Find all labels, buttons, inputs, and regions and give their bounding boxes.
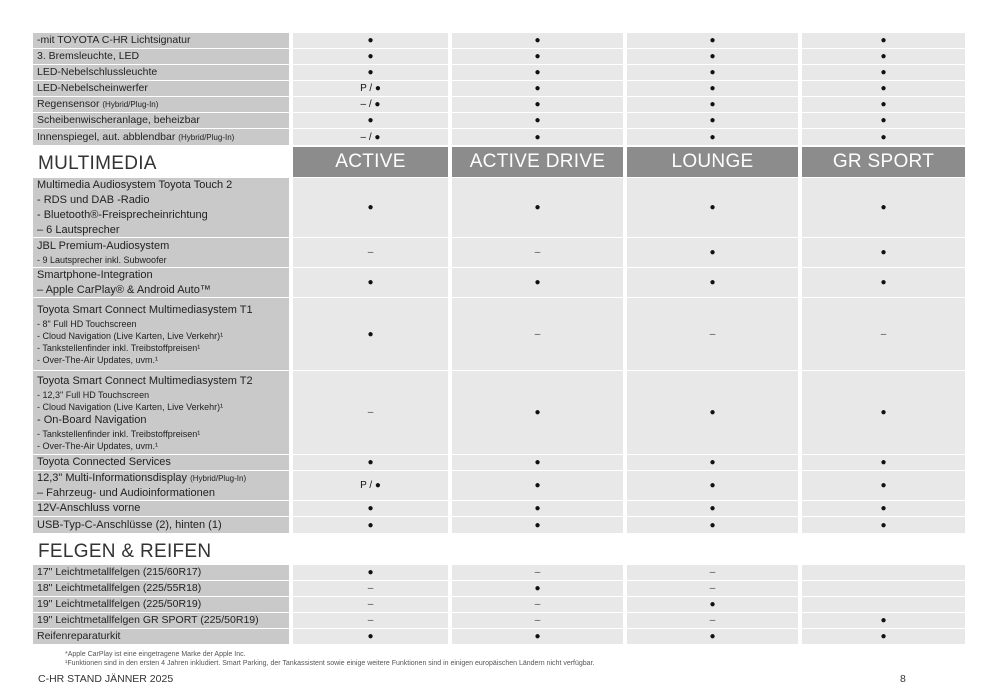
feature-label-cell xyxy=(33,113,289,129)
value-cell xyxy=(293,298,448,371)
feature-label-cell xyxy=(33,65,289,81)
included-dot-icon: ● xyxy=(367,35,374,46)
value-cell xyxy=(452,629,623,645)
value-cell xyxy=(802,178,965,238)
included-dot-icon: ● xyxy=(709,480,716,491)
value-cell xyxy=(293,371,448,455)
value-cell xyxy=(802,629,965,645)
feature-label: JBL Premium-Audiosystem xyxy=(37,240,170,252)
feature-label-cell xyxy=(33,97,289,113)
feature-detail-line: - Cloud Navigation (Live Karten, Live Verkehr)¹ xyxy=(37,401,224,412)
included-dot-icon: ● xyxy=(534,480,541,491)
included-dot-icon: ● xyxy=(534,519,541,531)
not-available-mark: – xyxy=(534,599,541,610)
value-cell xyxy=(802,113,965,129)
value-cell xyxy=(627,97,798,113)
included-dot-icon: ● xyxy=(880,51,887,62)
feature-label-cell xyxy=(33,129,289,146)
column-header-lounge: LOUNGE xyxy=(627,147,798,177)
included-dot-icon: ● xyxy=(880,480,887,491)
feature-label-cell xyxy=(33,49,289,65)
value-cell xyxy=(627,501,798,517)
value-cell xyxy=(627,65,798,81)
value-cell xyxy=(452,178,623,238)
feature-detail-line: - 9 Lautsprecher inkl. Subwoofer xyxy=(37,255,167,265)
feature-detail-line: - Over-The-Air Updates, uvm.¹ xyxy=(37,354,159,365)
value-cell xyxy=(802,455,965,471)
feature-title-line xyxy=(37,455,285,470)
feature-label-cell xyxy=(33,268,289,298)
not-available-mark: – xyxy=(534,615,541,626)
value-cell xyxy=(627,517,798,534)
not-available-mark: – xyxy=(534,567,541,578)
value-cell xyxy=(802,97,965,113)
value-cell xyxy=(452,129,623,146)
value-cell xyxy=(293,97,448,113)
feature-title-line xyxy=(37,239,285,254)
feature-detail-line: - Over-The-Air Updates, uvm.¹ xyxy=(37,440,159,451)
value-cell xyxy=(452,517,623,534)
included-dot-icon: ● xyxy=(534,503,541,514)
included-dot-icon: ● xyxy=(534,583,541,594)
included-dot-icon: ● xyxy=(880,457,887,468)
value-cell xyxy=(802,517,965,534)
included-dot-icon: ● xyxy=(534,457,541,468)
feature-label: Toyota Smart Connect Multimediasystem T1 xyxy=(37,303,253,316)
feature-detail-line: - Tankstellenfinder inkl. Treibstoffpreisen¹ xyxy=(37,428,201,439)
value-cell xyxy=(293,238,448,268)
included-dot-icon: ● xyxy=(367,51,374,62)
feature-hint: (Hybrid/Plug-In) xyxy=(102,100,159,109)
value-cell xyxy=(452,97,623,113)
feature-detail-line: - RDS und DAB -Radio xyxy=(37,193,150,206)
included-dot-icon: ● xyxy=(534,83,541,94)
not-available-mark: – xyxy=(709,567,716,578)
value-cell xyxy=(452,81,623,97)
included-dot-icon: ● xyxy=(534,131,541,143)
value-cell xyxy=(802,501,965,517)
value-cell xyxy=(802,581,965,597)
value-cell xyxy=(452,597,623,613)
feature-label-cell xyxy=(33,33,289,49)
value-cell xyxy=(627,49,798,65)
feature-detail-line: – Fahrzeug- und Audioinformationen xyxy=(37,486,215,499)
feature-label: 19" Leichtmetallfelgen (225/50R19) xyxy=(37,598,202,610)
value-cell xyxy=(293,129,448,146)
value-cell xyxy=(293,113,448,129)
included-dot-icon: ● xyxy=(709,131,716,143)
feature-detail-line: - 8" Full HD Touchscreen xyxy=(37,318,137,329)
value-cell xyxy=(802,238,965,268)
footnote-functions: ¹Funktionen sind in den ersten 4 Jahren inkludiert. Smart Parking, der Tankassistent sowie einige weitere Funktionen sind in einigen europäischen Ländern nicht verfügbar. xyxy=(65,660,595,667)
feature-label-cell xyxy=(33,581,289,597)
value-cell xyxy=(627,629,798,645)
not-available-mark: – xyxy=(367,599,374,610)
value-cell xyxy=(627,81,798,97)
feature-detail-line: - Cloud Navigation (Live Karten, Live Verkehr)¹ xyxy=(37,330,224,341)
value-cell xyxy=(293,455,448,471)
included-dot-icon: ● xyxy=(534,202,541,213)
included-dot-icon: ● xyxy=(880,615,887,626)
not-available-mark: – xyxy=(367,583,374,594)
included-dot-icon: ● xyxy=(880,247,887,258)
not-available-mark: – xyxy=(534,247,541,258)
value-cell xyxy=(802,65,965,81)
included-dot-icon: ● xyxy=(880,115,887,126)
feature-label-cell xyxy=(33,238,289,268)
value-cell xyxy=(452,49,623,65)
value-cell xyxy=(293,597,448,613)
feature-detail-line: - 12,3" Full HD Touchscreen xyxy=(37,389,150,400)
value-cell xyxy=(452,613,623,629)
feature-label: LED-Nebelschlussleuchte xyxy=(37,66,158,78)
included-dot-icon: ● xyxy=(534,407,541,418)
included-dot-icon: ● xyxy=(709,519,716,531)
value-cell xyxy=(802,298,965,371)
feature-label-cell xyxy=(33,613,289,629)
feature-label: -mit TOYOTA C-HR Lichtsignatur xyxy=(37,34,191,46)
included-dot-icon: ● xyxy=(709,599,716,610)
feature-title-line xyxy=(37,501,285,516)
value-cell xyxy=(627,113,798,129)
value-cell xyxy=(293,565,448,581)
value-cell xyxy=(627,565,798,581)
included-dot-icon: ● xyxy=(709,631,716,642)
value-cell xyxy=(802,371,965,455)
included-dot-icon: ● xyxy=(880,131,887,143)
feature-label: Regensensor xyxy=(37,98,100,110)
value-cell xyxy=(627,613,798,629)
column-header-gr-sport: GR SPORT xyxy=(802,147,965,177)
value-cell xyxy=(293,613,448,629)
feature-title-line xyxy=(37,178,285,193)
feature-label: 18" Leichtmetallfelgen (225/55R18) xyxy=(37,582,202,594)
feature-hint: (Hybrid/Plug-In) xyxy=(178,132,235,142)
value-cell xyxy=(627,371,798,455)
not-available-mark: – xyxy=(709,328,716,340)
included-dot-icon: ● xyxy=(880,631,887,642)
value-cell xyxy=(802,33,965,49)
not-available-mark: – xyxy=(534,328,541,340)
footnote-carplay: *Apple CarPlay ist eine eingetragene Marke der Apple Inc. xyxy=(65,651,246,658)
value-cell xyxy=(627,597,798,613)
value-cell xyxy=(452,65,623,81)
feature-label: Reifenreparaturkit xyxy=(37,630,121,642)
feature-title-line xyxy=(37,268,285,283)
included-dot-icon: ● xyxy=(709,115,716,126)
included-dot-icon: ● xyxy=(880,67,887,78)
included-dot-icon: ● xyxy=(880,202,887,213)
value-cell xyxy=(293,65,448,81)
feature-label-cell xyxy=(33,629,289,645)
included-dot-icon: ● xyxy=(709,67,716,78)
feature-title-line xyxy=(37,303,285,318)
feature-label: 12V-Anschluss vorne xyxy=(37,502,141,514)
feature-detail-line: - On-Board Navigation xyxy=(37,413,147,426)
feature-label-cell xyxy=(33,471,289,501)
included-dot-icon: ● xyxy=(880,99,887,110)
value-cell xyxy=(452,501,623,517)
feature-label: 19" Leichtmetallfelgen GR SPORT (225/50R19) xyxy=(37,614,259,626)
value-cell xyxy=(802,81,965,97)
value-cell xyxy=(452,565,623,581)
feature-title-line xyxy=(37,471,285,486)
included-dot-icon: ● xyxy=(367,503,374,514)
value-cell xyxy=(293,629,448,645)
value-cell xyxy=(627,129,798,146)
included-dot-icon: ● xyxy=(709,457,716,468)
included-dot-icon: ● xyxy=(709,407,716,418)
value-cell xyxy=(627,268,798,298)
not-available-mark: – xyxy=(709,583,716,594)
feature-label: 12,3" Multi-Informationsdisplay xyxy=(37,471,188,484)
included-dot-icon: ● xyxy=(534,51,541,62)
value-cell xyxy=(802,129,965,146)
included-dot-icon: ● xyxy=(709,277,716,288)
included-dot-icon: ● xyxy=(880,503,887,514)
value-cell xyxy=(802,49,965,65)
included-dot-icon: ● xyxy=(880,83,887,94)
feature-label-cell xyxy=(33,565,289,581)
value-cell xyxy=(293,501,448,517)
section-title-felgen: FELGEN & REIFEN xyxy=(38,541,212,562)
option-mark: – / ● xyxy=(360,99,381,110)
feature-detail-line: - Tankstellenfinder inkl. Treibstoffpreisen¹ xyxy=(37,342,201,353)
included-dot-icon: ● xyxy=(534,35,541,46)
included-dot-icon: ● xyxy=(709,35,716,46)
included-dot-icon: ● xyxy=(534,67,541,78)
feature-label: Innenspiegel, aut. abblendbar xyxy=(37,130,176,143)
value-cell xyxy=(802,471,965,501)
option-mark: – / ● xyxy=(360,131,381,143)
feature-detail-line: – Apple CarPlay® & Android Auto™ xyxy=(37,283,211,296)
value-cell xyxy=(802,597,965,613)
value-cell xyxy=(452,113,623,129)
included-dot-icon: ● xyxy=(367,67,374,78)
feature-hint: (Hybrid/Plug-In) xyxy=(190,473,247,483)
value-cell xyxy=(293,33,448,49)
included-dot-icon: ● xyxy=(534,115,541,126)
not-available-mark: – xyxy=(367,615,374,626)
feature-detail-line: – 6 Lautsprecher xyxy=(37,223,120,236)
value-cell xyxy=(802,268,965,298)
included-dot-icon: ● xyxy=(709,83,716,94)
included-dot-icon: ● xyxy=(880,519,887,531)
feature-label-cell xyxy=(33,517,289,534)
included-dot-icon: ● xyxy=(709,99,716,110)
footer-model-date: C-HR STAND JÄNNER 2025 xyxy=(38,673,174,685)
value-cell xyxy=(452,298,623,371)
option-mark: P / ● xyxy=(360,480,381,491)
not-available-mark: – xyxy=(709,615,716,626)
value-cell xyxy=(627,581,798,597)
value-cell xyxy=(293,49,448,65)
column-header-active-drive: ACTIVE DRIVE xyxy=(452,147,623,177)
column-header-active: ACTIVE xyxy=(293,147,448,177)
feature-label-cell xyxy=(33,178,289,238)
feature-label: Toyota Smart Connect Multimediasystem T2 xyxy=(37,374,253,387)
feature-label: Smartphone-Integration xyxy=(37,268,153,281)
included-dot-icon: ● xyxy=(880,407,887,418)
feature-label: Multimedia Audiosystem Toyota Touch 2 xyxy=(37,178,233,191)
included-dot-icon: ● xyxy=(367,567,374,578)
option-mark: P / ● xyxy=(360,83,381,94)
not-available-mark: – xyxy=(880,328,887,340)
not-available-mark: – xyxy=(367,247,374,258)
feature-label-cell xyxy=(33,455,289,471)
value-cell xyxy=(293,268,448,298)
value-cell xyxy=(627,455,798,471)
feature-title-line xyxy=(37,518,285,533)
feature-label-cell xyxy=(33,597,289,613)
value-cell xyxy=(293,517,448,534)
feature-label: Scheibenwischeranlage, beheizbar xyxy=(37,114,200,126)
not-available-mark: – xyxy=(367,407,374,418)
feature-detail-line: - Bluetooth®-Freisprecheinrichtung xyxy=(37,208,208,221)
included-dot-icon: ● xyxy=(534,277,541,288)
value-cell xyxy=(627,178,798,238)
value-cell xyxy=(452,238,623,268)
page-number: 8 xyxy=(900,673,906,685)
feature-label: Toyota Connected Services xyxy=(37,456,171,468)
included-dot-icon: ● xyxy=(534,631,541,642)
value-cell xyxy=(293,581,448,597)
included-dot-icon: ● xyxy=(709,247,716,258)
included-dot-icon: ● xyxy=(367,115,374,126)
included-dot-icon: ● xyxy=(367,519,374,531)
included-dot-icon: ● xyxy=(880,35,887,46)
feature-label: 3. Bremsleuchte, LED xyxy=(37,50,140,62)
included-dot-icon: ● xyxy=(534,99,541,110)
included-dot-icon: ● xyxy=(880,277,887,288)
included-dot-icon: ● xyxy=(709,51,716,62)
value-cell xyxy=(802,565,965,581)
value-cell xyxy=(452,581,623,597)
included-dot-icon: ● xyxy=(709,202,716,213)
feature-label-cell xyxy=(33,371,289,455)
value-cell xyxy=(452,268,623,298)
feature-label-cell xyxy=(33,298,289,371)
value-cell xyxy=(452,33,623,49)
value-cell xyxy=(627,33,798,49)
included-dot-icon: ● xyxy=(367,631,374,642)
value-cell xyxy=(452,455,623,471)
value-cell xyxy=(293,178,448,238)
included-dot-icon: ● xyxy=(367,277,374,288)
value-cell xyxy=(802,613,965,629)
value-cell xyxy=(452,371,623,455)
included-dot-icon: ● xyxy=(709,503,716,514)
section-title-multimedia: MULTIMEDIA xyxy=(38,153,157,174)
feature-label: 17" Leichtmetallfelgen (215/60R17) xyxy=(37,566,202,578)
value-cell xyxy=(627,298,798,371)
included-dot-icon: ● xyxy=(367,202,374,213)
value-cell xyxy=(452,471,623,501)
included-dot-icon: ● xyxy=(367,328,374,340)
value-cell xyxy=(627,471,798,501)
feature-title-line xyxy=(37,374,285,389)
value-cell xyxy=(293,81,448,97)
feature-label-cell xyxy=(33,81,289,97)
value-cell xyxy=(627,238,798,268)
feature-label: LED-Nebelscheinwerfer xyxy=(37,82,148,94)
value-cell xyxy=(293,471,448,501)
feature-label-cell xyxy=(33,501,289,517)
included-dot-icon: ● xyxy=(367,457,374,468)
feature-label: USB-Typ-C-Anschlüsse (2), hinten (1) xyxy=(37,518,222,531)
